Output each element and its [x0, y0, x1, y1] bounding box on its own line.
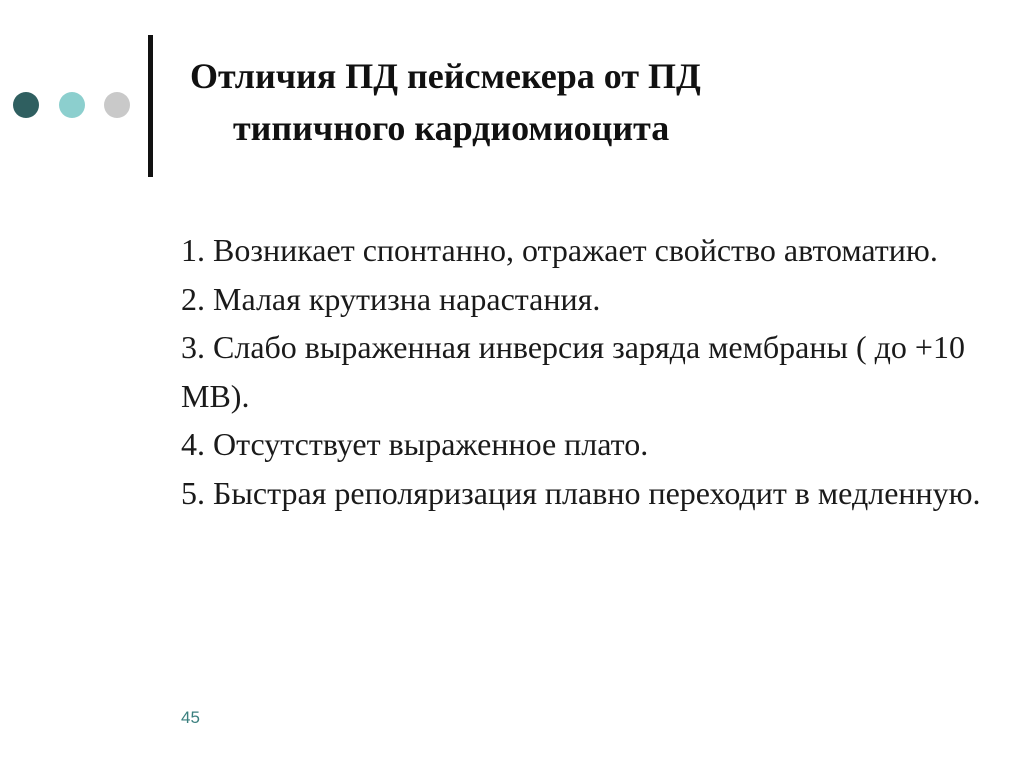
slide-title-line-2: типичного кардиомиоцита — [233, 108, 670, 148]
list-item: 1. Возникает спонтанно, отражает свойство автоматию. — [181, 232, 938, 268]
list-item: 4. Отсутствует выраженное плато. — [181, 426, 649, 462]
slide-body — [181, 226, 991, 517]
slide-title-line-1: Отличия ПД пейсмекера от ПД — [190, 56, 701, 96]
decorative-dot-gray — [104, 92, 130, 118]
title-divider-bar — [148, 35, 153, 177]
page-number: 45 — [181, 708, 200, 727]
slide-title — [170, 50, 870, 154]
decorative-dot-dark — [13, 92, 39, 118]
decorative-dot-light — [59, 92, 85, 118]
list-item: 2. Малая крутизна нарастания. — [181, 280, 601, 317]
list-item: 3. Слабо выраженная инверсия заряда мембраны ( до +10 МВ). — [181, 329, 965, 414]
list-item: 5. Быстрая реполяризация плавно переходит в медленную. — [181, 474, 981, 511]
